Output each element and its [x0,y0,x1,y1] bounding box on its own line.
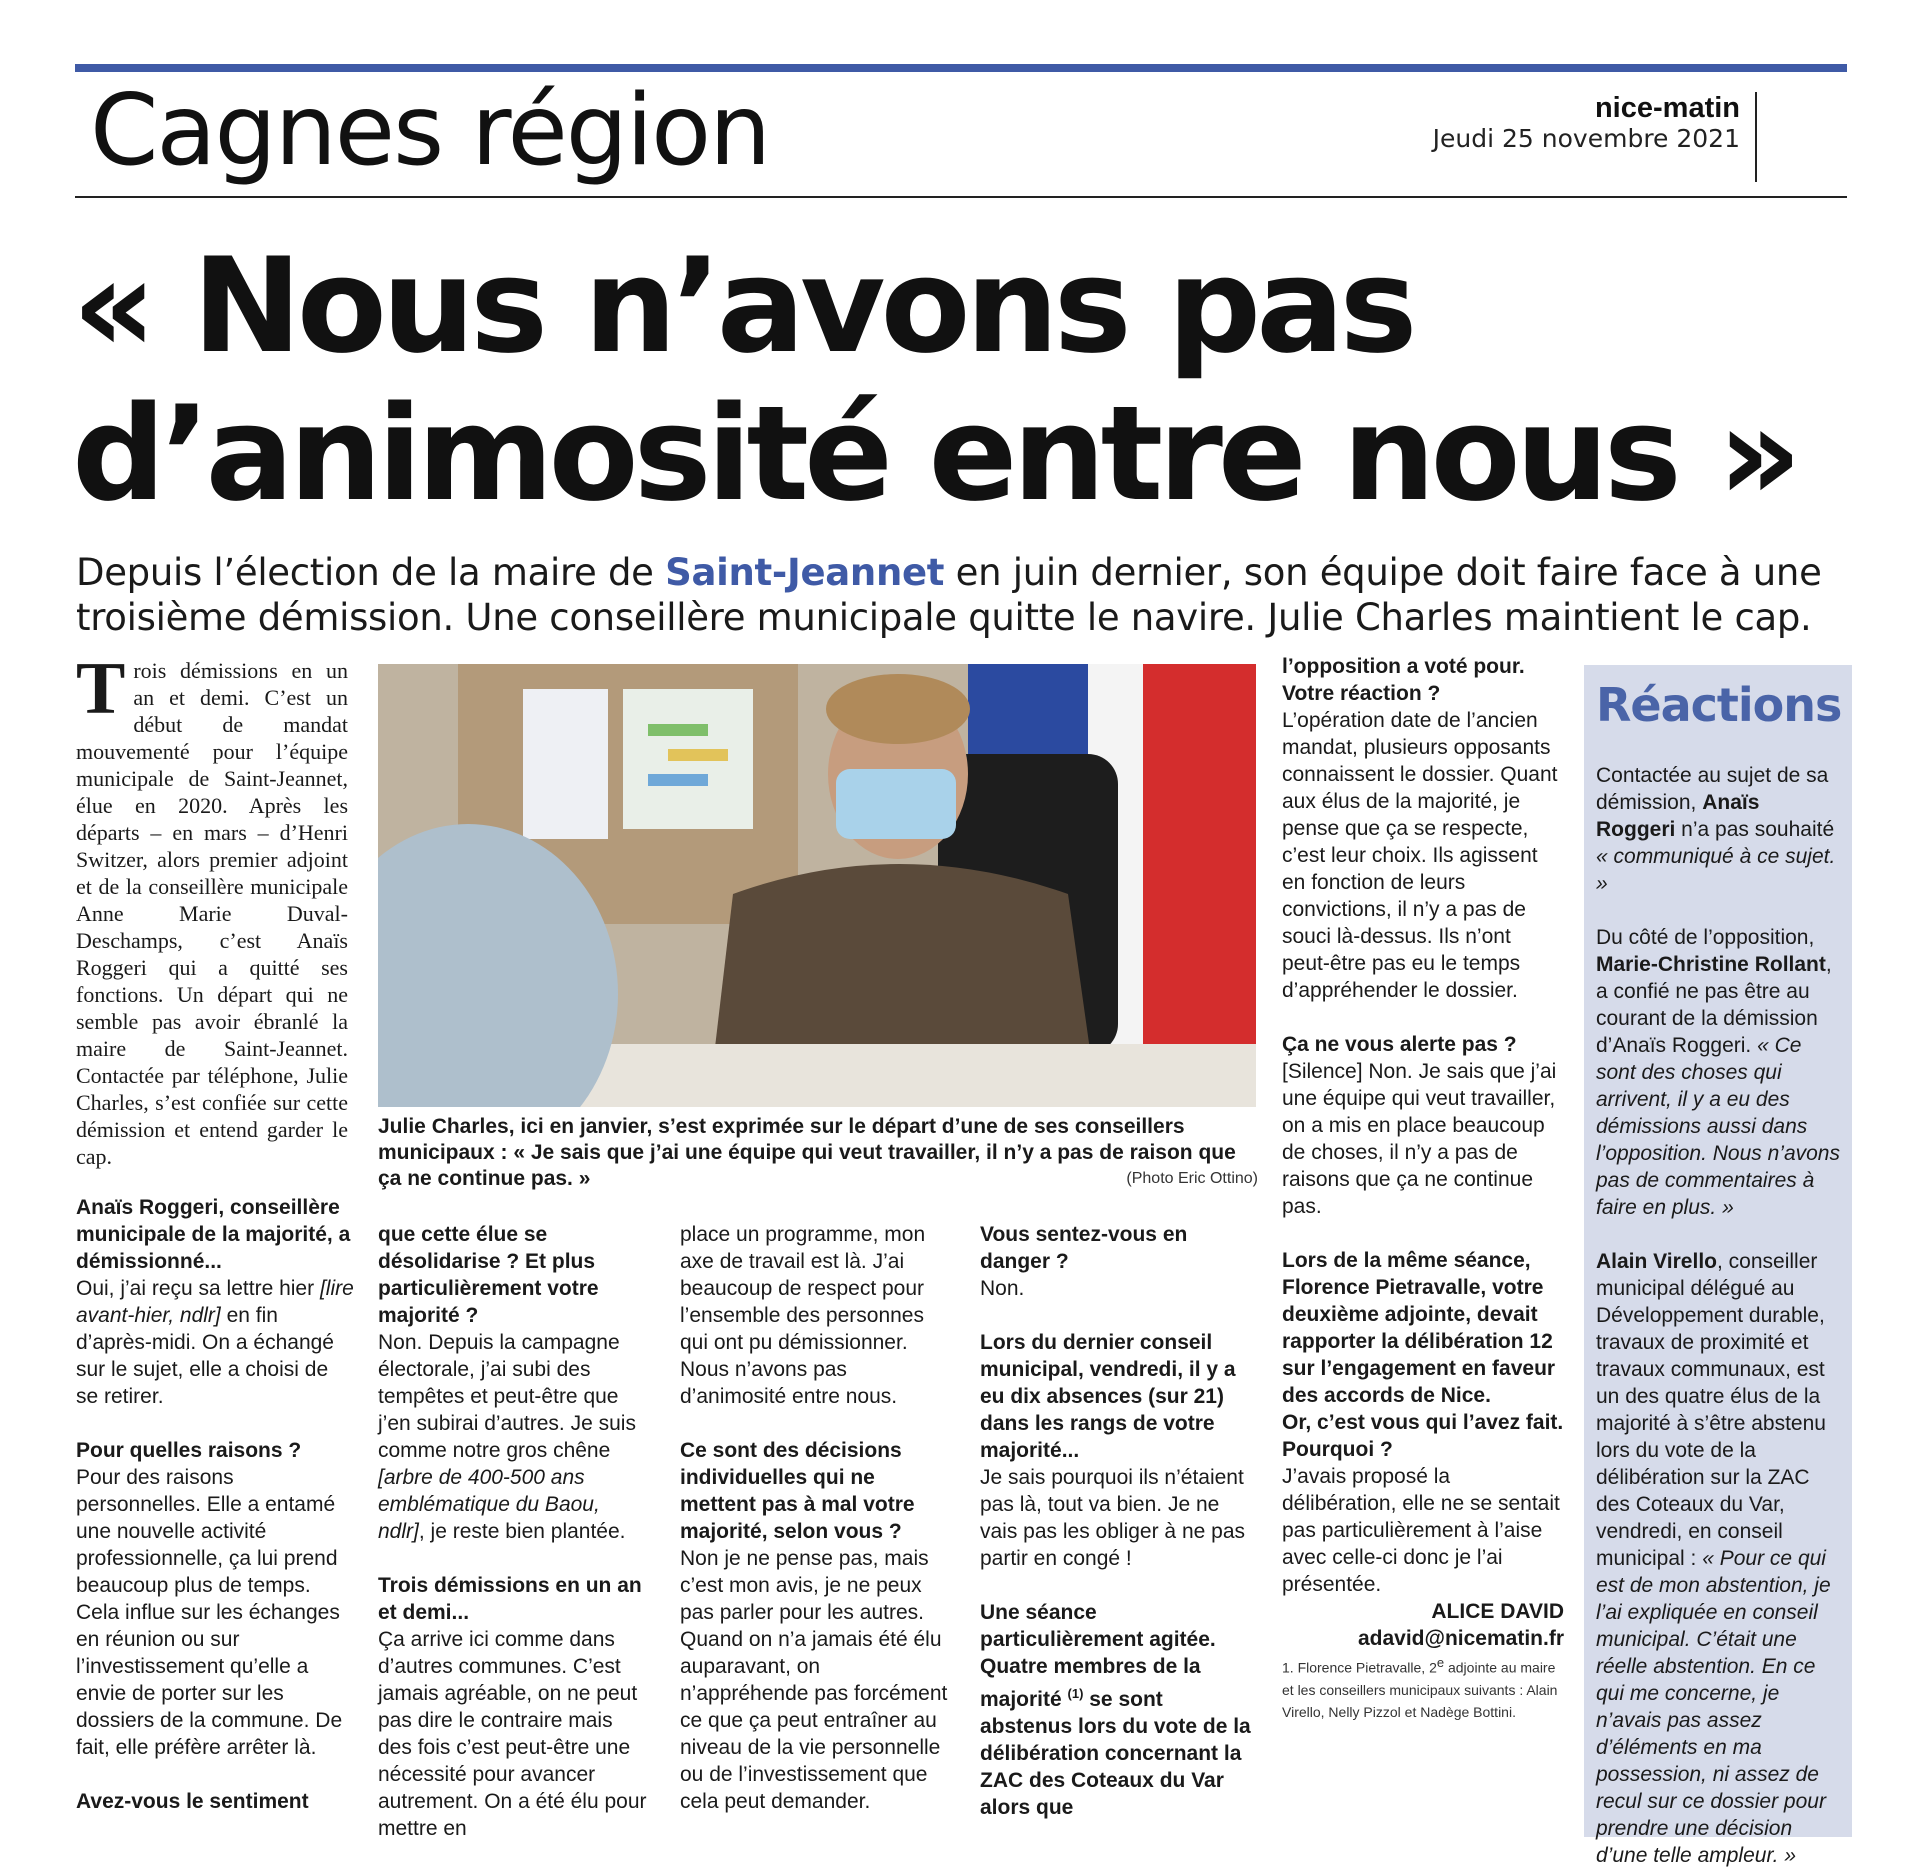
drop-cap: T [76,648,126,730]
column-1 [76,1194,356,1815]
photo-illustration [378,664,1256,1107]
column-4 [980,1221,1252,1821]
question-9: Ça ne vous alerte pas ? [1282,1033,1517,1056]
masthead [1433,92,1740,154]
header-rule [75,196,1847,198]
answer-3: Non. Depuis la campagne électorale, j’ai subi des tempêtes et peut-être que j’en subirai d’autres. Je suis comme notre gros chêne [arbre de 400-500 ans emblématique du Baou, ndlr], je reste bien plantée. [378,1331,636,1543]
reactions-content [1596,762,1844,1868]
answer-6: Non. [980,1277,1025,1300]
question-10: Lors de la même séance, Florence Pietravalle, votre deuxième adjointe, devait rapporter la délibération 12 sur l’engagement en faveur des accords de Nice. [1282,1249,1556,1407]
headline-line-2: d’animosité entre nous » [72,377,1798,530]
photo-credit: (Photo Eric Ottino) [1126,1170,1258,1187]
answer-5: Non je ne pense pas, mais c’est mon avis, je ne peux pas parler pour les autres. Quand on n’a jamais été élu auparavant, on n’appréhende pas forcément ce que ça peut entraîner au niveau de la vie personnelle ou de l’investissement que cela peut demander. [680,1547,948,1813]
footnote: 1. Florence Pietravalle, 2e adjointe au maire et les conseillers municipaux suivants : Alain Virello, Nelly Pizzol et Nadège Bottini. [1282,1655,1558,1720]
column-5 [1282,653,1564,1723]
question-3: Avez-vous le sentiment [76,1790,309,1813]
question-7: Lors du dernier conseil municipal, vendredi, il y a eu dix absences (sur 21) dans les rangs de votre majorité... [980,1331,1236,1462]
question-2: Pour quelles raisons ? [76,1439,302,1462]
question-10c: Pourquoi ? [1282,1438,1393,1461]
reaction-1: Contactée au sujet de sa démission, Anaïs Roggeri n’a pas souhaité « communiqué à ce sujet. » [1596,764,1836,895]
standfirst-line-2: troisième démission. Une conseillère municipale quitte le navire. Julie Charles maintient le cap. [76,596,1812,639]
newspaper-brand: nice-matin [1594,92,1740,124]
masthead-divider [1755,92,1757,182]
headline-line-1: « Nous n’avons pas [72,229,1413,382]
reaction-3: Alain Virello, conseiller municipal délégué au Développement durable, travaux de proximité et travaux communaux, est un des quatre élus de la majorité à s’être abstenu lors du vote de la délibération sur la ZAC des Coteaux du Var, vendredi, en conseil municipal : « Pour ce qui est de mon abstention, je l’ai expliquée en conseil municipal. C’était une réelle abstention. En ce qui me concerne, je n’avais pas assez d’éléments en ma possession, ni assez de recul sur ce dossier pour prendre une décision d’une telle ampleur. » [1596,1250,1831,1867]
answer-4: Ça arrive ici comme dans d’autres communes. C’est jamais agréable, on ne peut pas dire le contraire mais des fois c’est peut-être une nécessité pour avancer autrement. On a été élu pour mettre en [378,1628,647,1840]
section-title: Cagnes région [90,74,770,188]
author-email[interactable]: adavid@nicematin.fr [1357,1627,1564,1650]
answer-7: Je sais pourquoi ils n’étaient pas là, tout va bien. Je ne vais pas les obliger à ne pas partir en congé ! [980,1466,1245,1570]
headline [72,229,1832,530]
top-accent-bar [75,64,1847,72]
question-5: Ce sont des décisions individuelles qui ne mettent pas à mal votre majorité, selon vous ? [680,1439,915,1543]
article-photo [378,664,1256,1107]
author-name: ALICE DAVID [1431,1600,1564,1623]
intro-paragraph: Trois démissions en un an et demi. C’est un début de mandat mouvementé pour l’équipe municipale de Saint-Jeannet, élue en 2020. Après les départs – en mars – d’Henri Switzer, alors premier adjoint et de la conseillère municipale Anne Marie Duval-Deschamps, c’est Anaïs Roggeri qui a quitté ses fonctions. Un départ qui ne semble pas avoir ébranlé la maire de Saint-Jeannet. Contactée par téléphone, Julie Charles, s’est confiée sur cette démission et entend garder le cap. [76,648,348,1169]
standfirst-line-1: Depuis l’élection de la maire de Saint-Jeannet en juin dernier, son équipe doit faire face à une [76,551,1822,594]
answer-1: Oui, j’ai reçu sa lettre hier [lire avant-hier, ndlr] en fin d’après-midi. On a échangé sur le sujet, elle a choisi de se retirer. [76,1277,354,1408]
place-name: Saint-Jeannet [665,551,945,594]
answer-8: L’opération date de l’ancien mandat, plusieurs opposants connaissent le dossier. Quant aux élus de la majorité, je pense que ça se respecte, c’est leur choix. Ils agissent en fonction de leurs convictions, il n’y a pas de souci là-dessus. Ils n’ont peut-être pas eu le temps d’appréhender le dossier. [1282,709,1558,1002]
column-2 [378,1221,650,1842]
question-4: Trois démissions en un an et demi... [378,1574,642,1624]
question-6: Vous sentez-vous en danger ? [980,1223,1188,1273]
column-3 [680,1221,952,1815]
question-1: Anaïs Roggeri, conseillère municipale de la majorité, a démissionné... [76,1196,351,1273]
photo-caption: Julie Charles, ici en janvier, s’est exprimée sur le départ d’une de ses conseillers municipaux : « Je sais que j’ai une équipe qui veut travailler, il n’y a pas de raison que ça ne continue pas. » (Photo Eric Ottino) [378,1115,1258,1190]
reactions-title: Réactions [1596,678,1842,732]
answer-9: [Silence] Non. Je sais que j’ai une équipe qui veut travailler, on a mis en place beaucoup de choses, il n’y a pas de raisons que ça ne continue pas. [1282,1060,1557,1218]
question-10b: Or, c’est vous qui l’avez fait. [1282,1411,1564,1434]
answer-2: Pour des raisons personnelles. Elle a entamé une nouvelle activité professionnelle, ça lui prend beaucoup plus de temps. Cela influe sur les échanges en réunion ou sur l’investissement qu’elle a envie de porter sur les dossiers de la commune. De fait, elle préfère arrêter là. [76,1466,343,1759]
answer-10: J’avais proposé la délibération, elle ne se sentait pas particulièrement à l’aise avec celle-ci donc je l’ai présentée. [1282,1465,1560,1596]
question-3-continued: que cette élue se désolidarise ? Et plus particulièrement votre majorité ? [378,1223,599,1327]
question-8: Une séance particulièrement agitée. Quatre membres de la majorité $^{(1)}$ se sont abstenus lors du vote de la délibération concernant la ZAC des Coteaux du Var alors que [980,1601,1251,1819]
question-8-continued: l’opposition a voté pour. Votre réaction ? [1282,655,1525,705]
standfirst [76,550,1856,640]
reaction-2: Du côté de l’opposition, Marie-Christine Rollant, a confié ne pas être au courant de la démission d’Anaïs Roggeri. « Ce sont des choses qui arrivent, il y a eu des démissions aussi dans l’opposition. Nous n’avons pas de commentaires à faire en plus. » [1596,926,1840,1219]
issue-date: Jeudi 25 novembre 2021 [1432,124,1740,154]
answer-4-continued: place un programme, mon axe de travail est là. J’ai beaucoup de respect pour l’ensemble des personnes qui ont pu démissionner. Nous n’avons pas d’animosité entre nous. [680,1223,926,1408]
